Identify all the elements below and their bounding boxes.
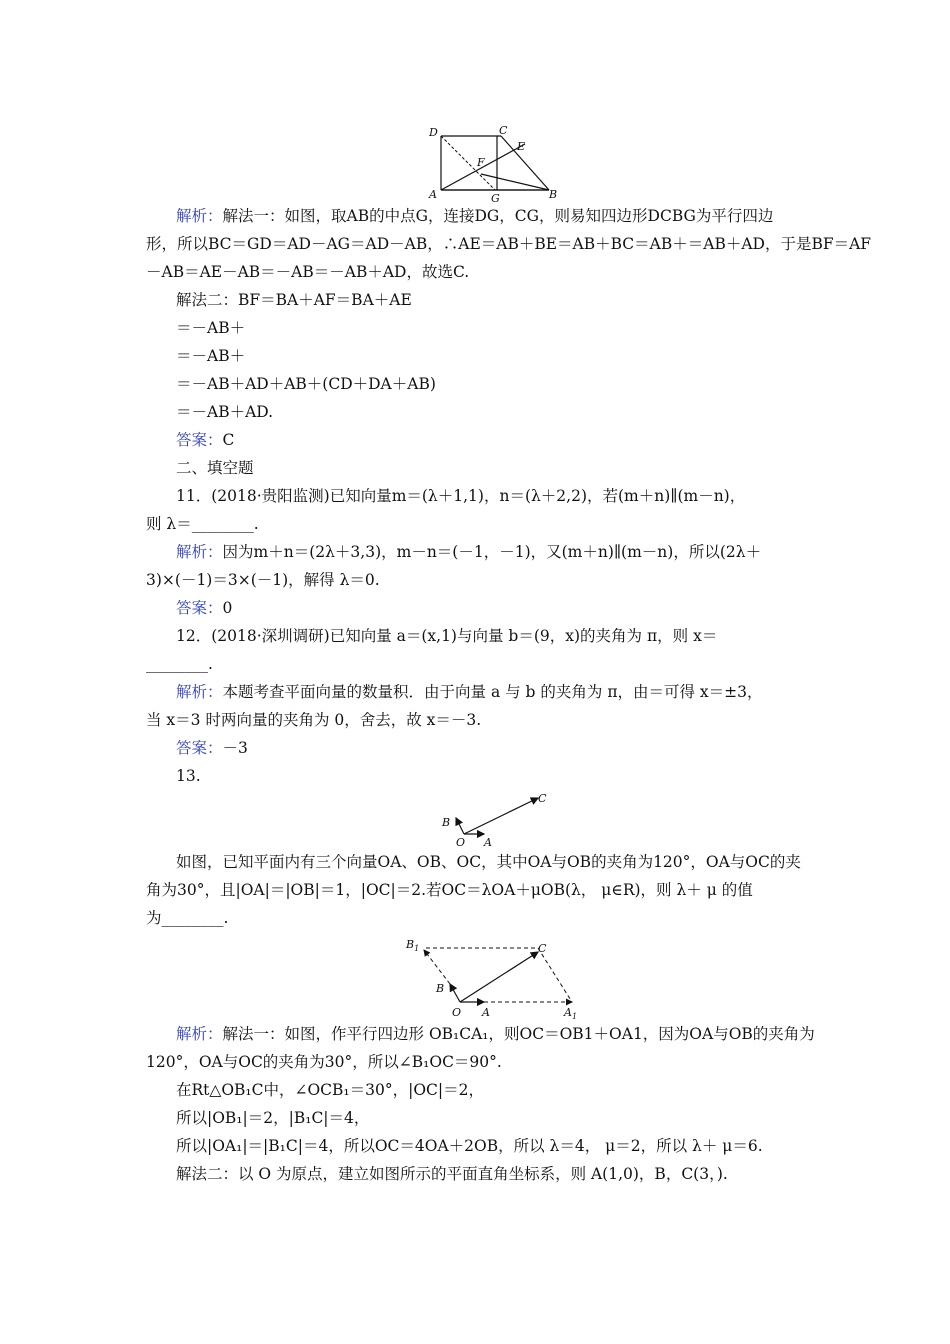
q13-line-1: 如图，已知平面内有三个向量OA、OB、OC，其中OA与OB的夹角为120°，OA与OC的夹 <box>176 853 801 871</box>
p10-method2-line-3: ＝－AB＋ <box>176 347 246 365</box>
q13-solution-line-4: 所以|OB₁|＝2，|B₁C|＝4， <box>176 1109 370 1127</box>
q11-jiexi-label: 解析： <box>176 543 223 561</box>
fig2-label-o: O <box>456 836 466 849</box>
q11-answer-label: 答案： <box>176 599 223 617</box>
fig3-label-c: C <box>538 942 547 955</box>
q13-line-2: 角为30°，且|OA|＝|OB|＝1，|OC|＝2.若OC＝λOA＋μOB(λ， μ∈R)，则 λ＋ μ 的值 <box>146 881 753 899</box>
q12-line-2: ________. <box>146 655 213 673</box>
q11-answer <box>176 598 846 618</box>
p10-solution-line-2: 形，所以BC＝GD＝AD－AG＝AD－AB，∴AE＝AB＋BE＝AB＋BC＝AB＋＝AB＋AD，于是BF＝AF <box>146 235 872 253</box>
p10-answer-value: C <box>222 431 235 449</box>
q13-line-3: 为________. <box>146 909 229 927</box>
p10-method2-line-2: ＝－AB＋ <box>176 319 246 337</box>
fig3-label-o: O <box>452 1006 462 1019</box>
fig1-label-d: D <box>429 126 438 139</box>
q12-line-1: 12．(2018·深圳调研)已知向量 a＝(x,1)与向量 b＝(9，x)的夹角为 π，则 x＝ <box>176 627 718 645</box>
q13-solution-line-5: 所以|OA₁|＝|B₁C|＝4，所以OC＝4OA＋2OB，所以 λ＝4， μ＝2，所以 λ＋ μ＝6. <box>176 1137 763 1155</box>
q12-solution-text-1: 本题考查平面向量的数量积．由于向量 a 与 b 的夹角为 π，由＝可得 x＝±3， <box>222 683 763 701</box>
q11-solution-line-1 <box>176 542 846 562</box>
section-title: 二、填空题 <box>176 459 254 477</box>
fig3-label-b1: $B_1$ <box>406 938 420 953</box>
p10-text-1: 解法一：如图，取AB的中点G，连接DG，CG，则易知四边形DCBG为平行四边 <box>222 207 774 225</box>
q13-solution-line-6: 解法二：以 O 为原点，建立如图所示的平面直角坐标系，则 A(1,0)，B，C(3，). <box>176 1165 728 1183</box>
p10-method2-line-1: 解法二：BF＝BA＋AF＝BA＋AE <box>176 291 412 309</box>
q13-solution-text-1: 解法一：如图，作平行四边形 OB₁CA₁，则OC＝OB1＋OA1，因为OA与OB的夹角为 <box>222 1025 815 1043</box>
figure-vectors <box>436 788 556 850</box>
q11-solution-text-1: 因为m＋n＝(2λ＋3,3)，m－n＝(－1，－1)，又(m＋n)∥(m－n)，所以(2λ＋ <box>222 543 762 561</box>
fig2-label-b: B <box>442 816 451 829</box>
p10-solution-line-1 <box>176 206 846 226</box>
fig1-label-c: C <box>499 124 508 137</box>
q13-jiexi-label: 解析： <box>176 1025 223 1043</box>
q11-answer-value: 0 <box>222 599 233 617</box>
q12-jiexi-label: 解析： <box>176 683 223 701</box>
fig1-label-e: E <box>517 140 526 153</box>
q12-solution-line-1 <box>176 682 846 702</box>
fig1-label-g: G <box>491 192 500 205</box>
p10-method2-line-4: ＝－AB＋AD＋AB＋(CD＋DA＋AB) <box>176 375 436 393</box>
q13-number: 13. <box>176 767 201 785</box>
fig1-label-a: A <box>429 188 437 201</box>
p10-answer <box>176 430 846 450</box>
p10-answer-label: 答案： <box>176 431 223 449</box>
figure-parallelogram <box>400 932 590 1022</box>
fig1-label-f: F <box>477 156 485 169</box>
p10-solution-line-3: －AB＝AE－AB＝－AB＝－AB＋AD，故选C. <box>146 263 470 281</box>
q13-solution-line-1 <box>176 1024 846 1044</box>
p10-jiexi-label: 解析： <box>176 207 223 225</box>
p10-method2-line-5: ＝－AB＋AD. <box>176 403 274 421</box>
q12-answer <box>176 738 846 758</box>
fig2-label-c: C <box>538 792 547 805</box>
q12-answer-label: 答案： <box>176 739 223 757</box>
q11-line-2: 则 λ＝________. <box>146 515 259 533</box>
q11-line-1: 11．(2018·贵阳监测)已知向量m＝(λ＋1,1)，n＝(λ＋2,2)，若(m＋n)∥(m－n)， <box>176 487 746 505</box>
fig3-label-b: B <box>436 982 445 995</box>
q13-solution-line-2: 120°，OA与OC的夹角为30°，所以∠B₁OC＝90°. <box>146 1053 502 1071</box>
fig1-label-b: B <box>549 188 558 201</box>
q12-answer-value: －3 <box>222 739 248 757</box>
figure-trapezoid <box>425 124 565 206</box>
fig3-label-a1: $A_1$ <box>564 1006 578 1021</box>
q13-solution-line-3: 在Rt△OB₁C中，∠OCB₁＝30°，|OC|＝2， <box>176 1081 484 1099</box>
fig2-label-a: A <box>484 836 492 849</box>
q12-solution-line-2: 当 x＝3 时两向量的夹角为 0，舍去，故 x＝－3. <box>146 711 482 729</box>
q11-solution-line-2: 3)×(－1)＝3×(－1)，解得 λ＝0. <box>146 571 380 589</box>
fig3-label-a: A <box>482 1006 490 1019</box>
